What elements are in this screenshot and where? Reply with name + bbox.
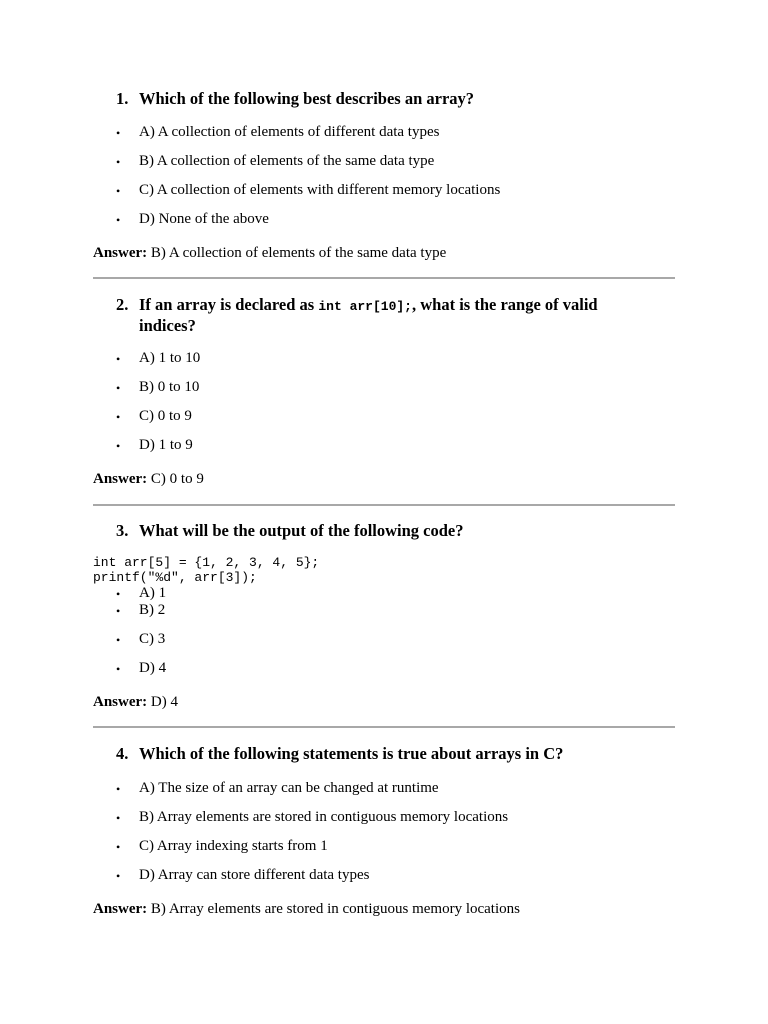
question-number: 3. [116, 521, 129, 540]
bullet: • [116, 439, 121, 453]
option: B) A collection of elements of the same data type [139, 153, 435, 169]
bullet: • [116, 184, 121, 198]
answer-label: Answer: [93, 245, 148, 261]
inline-code: int arr[10]; [318, 299, 412, 314]
option: C) 0 to 9 [139, 408, 192, 424]
answer-label: Answer: [93, 471, 148, 487]
question-number: 1. [116, 89, 129, 108]
question-4-title [116, 744, 636, 763]
answer-text: B) Array elements are stored in contiguous memory locations [150, 901, 520, 917]
question-text: Which of the following statements is true about arrays in C? [139, 744, 564, 763]
question-text-after: , what is the range of valid indices? [139, 295, 598, 335]
divider [93, 504, 675, 506]
bullet: • [116, 840, 121, 854]
code-line: printf("%d", arr[3]); [93, 570, 257, 585]
bullet: • [116, 352, 121, 366]
option: A) 1 to 10 [139, 350, 201, 366]
option: C) 3 [139, 631, 166, 647]
option: D) 1 to 9 [139, 437, 193, 453]
bullet: • [116, 869, 121, 883]
option: B) 0 to 10 [139, 379, 200, 395]
question-text: Which of the following best describes an array? [139, 89, 475, 108]
bullet: • [116, 155, 121, 169]
answer-text: B) A collection of elements of the same data type [150, 245, 447, 261]
question-text-before: If an array is declared as [139, 295, 315, 314]
code-line: int arr[5] = {1, 2, 3, 4, 5}; [93, 555, 320, 570]
option: D) 4 [139, 660, 167, 676]
bullet: • [116, 604, 121, 618]
answer-2 [93, 470, 204, 488]
option: D) None of the above [139, 211, 269, 227]
answer-4 [93, 900, 520, 918]
bullet: • [116, 811, 121, 825]
bullet: • [116, 126, 121, 140]
divider [93, 726, 675, 728]
question-1-title [116, 89, 636, 108]
bullet: • [116, 213, 121, 227]
option: C) A collection of elements with different memory locations [139, 182, 501, 198]
question-text: What will be the output of the following code? [139, 521, 464, 540]
answer-text: D) 4 [150, 694, 178, 710]
option: C) Array indexing starts from 1 [139, 838, 328, 854]
bullet: • [116, 381, 121, 395]
bullet: • [116, 782, 121, 796]
question-2-title [116, 295, 636, 335]
question-number: 2. [116, 295, 129, 314]
option: A) 1 [139, 585, 167, 601]
option: B) Array elements are stored in contiguous memory locations [139, 809, 509, 825]
answer-3 [93, 693, 178, 711]
bullet: • [116, 410, 121, 424]
option: D) Array can store different data types [139, 867, 370, 883]
bullet: • [116, 662, 121, 676]
question-3-title [116, 521, 636, 540]
option: A) The size of an array can be changed at runtime [139, 780, 439, 796]
question-text [139, 295, 636, 335]
answer-text: C) 0 to 9 [150, 471, 204, 487]
answer-label: Answer: [93, 694, 148, 710]
answer-label: Answer: [93, 901, 148, 917]
answer-1 [93, 244, 446, 262]
question-number: 4. [116, 744, 129, 763]
option: A) A collection of elements of different data types [139, 124, 440, 140]
option: B) 2 [139, 602, 166, 618]
bullet: • [116, 633, 121, 647]
bullet: • [116, 587, 121, 601]
divider [93, 277, 675, 279]
